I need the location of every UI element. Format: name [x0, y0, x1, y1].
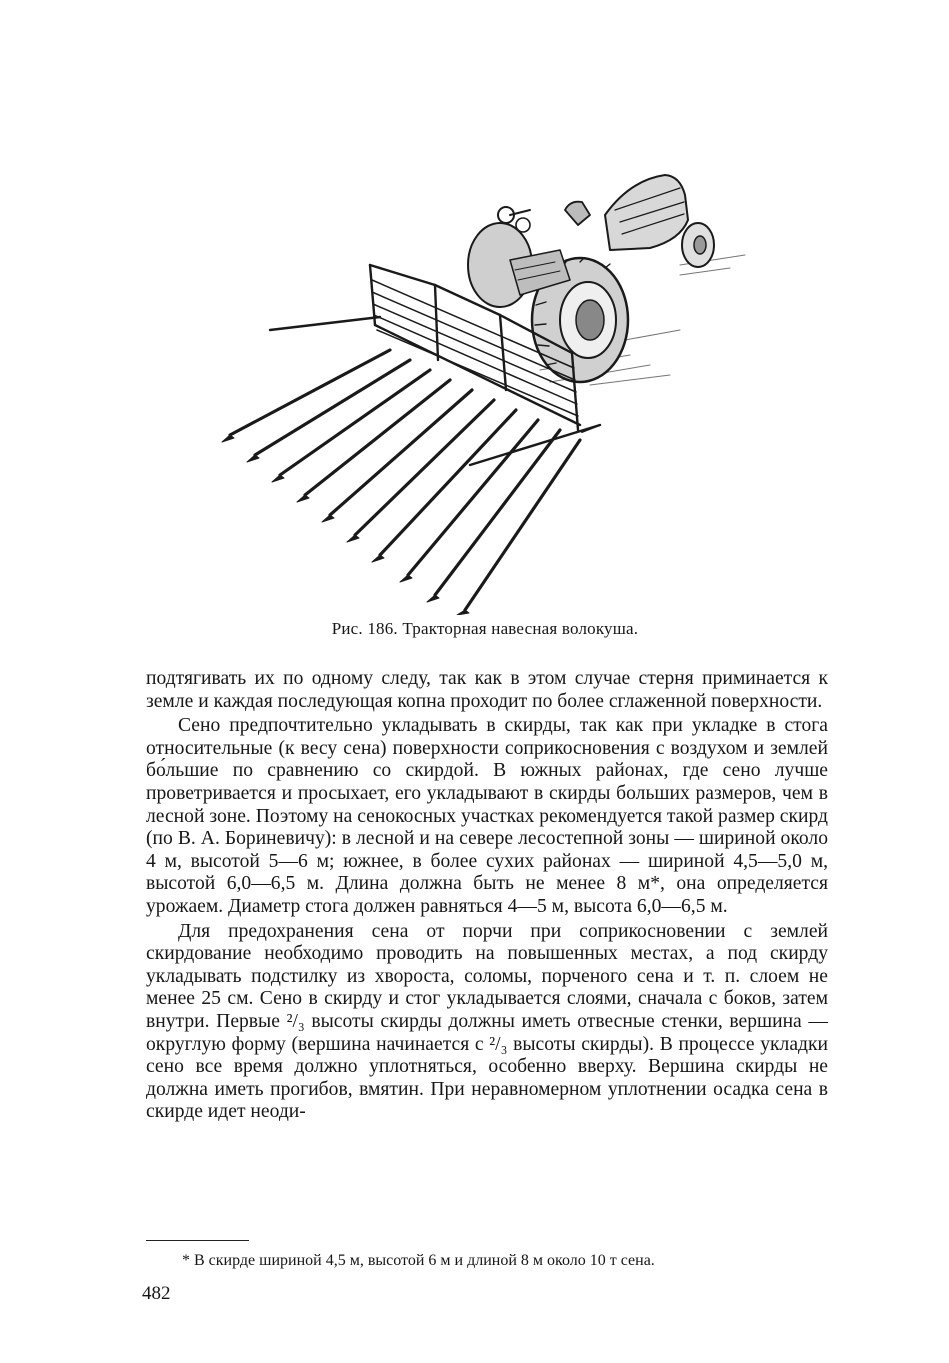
- figure-caption: Рис. 186. Тракторная навесная волокуша.: [331, 619, 639, 638]
- footnote: * В скирде шириной 4,5 м, высотой 6 м и длиной 8 м около 10 т сена.: [182, 1252, 655, 1269]
- body-text: [146, 668, 828, 1124]
- page-number: 482: [142, 1283, 171, 1304]
- paragraph-continuation: подтягивать их по одному следу, так как в этом случае стерня приминается к земле и каждая последующая копна проходит по более сглаженной поверхности.: [146, 668, 828, 712]
- footnote-divider: [146, 1240, 249, 1241]
- paragraph-hay-protection: Для предохранения сена от порчи при соприкосновении с землей скирдование необходимо проводить на повышенных местах, а под скирду укладывать подстилку из хвороста, соломы, порченого сена и т. п. слоем не менее 25 см. Сено в скирду и стог укладывается слоями, сначала с боков, затем внутри. Первые ²/₃ высоты скирды должны иметь отвесные стенки, вершина — округлую форму (вершина начинается с ²/₃ высоты скирды). В процессе укладки сено все время должно уплотняться, особенно вверху. Вершина скирды не должна иметь прогибов, вмятин. При неравномерном уплотнении осадка сена в скирде идет неоди-: [146, 920, 828, 1123]
- hay-sweep-drawing: [210, 170, 750, 615]
- figure-illustration: [210, 170, 750, 615]
- paragraph-hay-stacking: Сено предпочтительно укладывать в скирды, так как при укладке в стога относительные (к весу сена) поверхности соприкосновения с воздухом и землей бо́льшие по сравнению со скирдой. В южных районах, где сено лучше проветривается и просыхает, его укладывают в скирды больших размеров, чем в лесной зоне. Поэтому на сенокосных участках рекомендуется такой размер скирд (по В. А. Бориневичу): в лесной и на севере лесостепной зоны — шириной около 4 м, высотой 5—6 м; южнее, в более сухих районах — шириной 4,5—5,0 м, высотой 6,0—6,5 м. Длина должна быть не менее 8 м*, она определяется урожаем. Диаметр стога должен равняться 4—5 м, высота 6,0—6,5 м.: [146, 715, 829, 917]
